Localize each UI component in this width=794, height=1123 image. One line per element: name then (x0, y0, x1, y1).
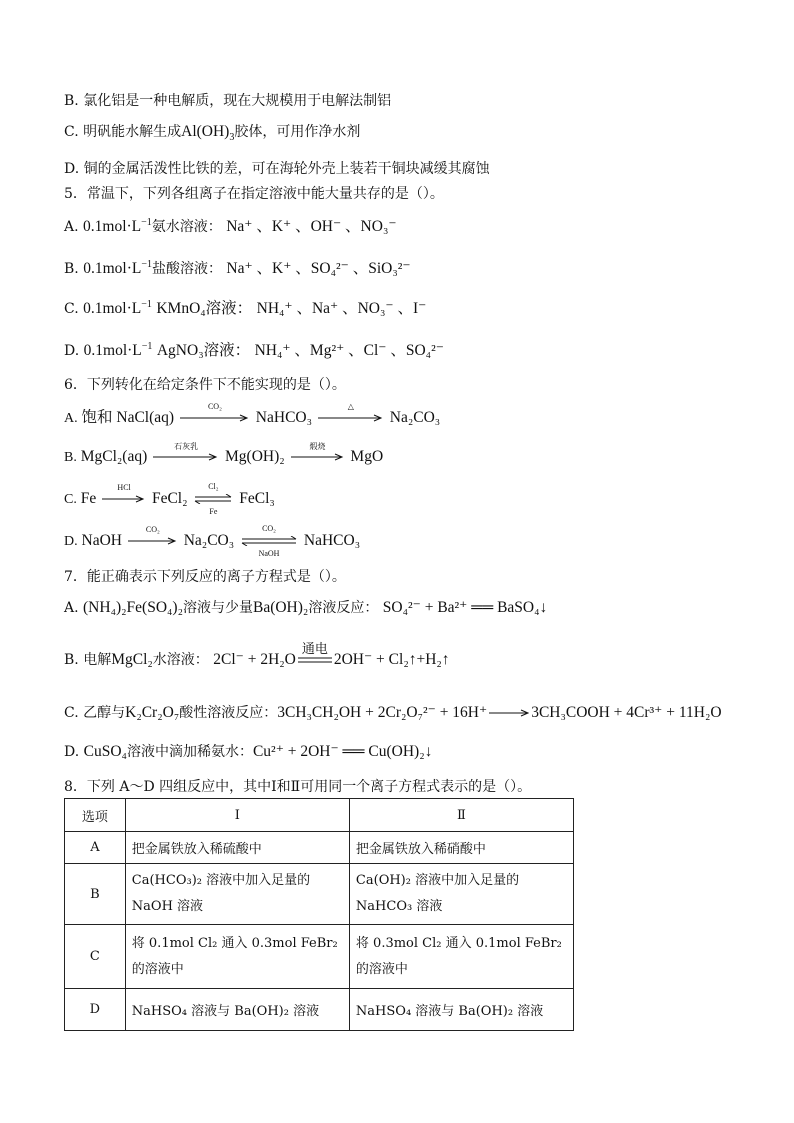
q4-option-d: D. 铜的金属活泼性比铁的差，可在海轮外壳上装若干铜块减缓其腐蚀 (64, 161, 490, 177)
q7-a-label: A. (64, 600, 79, 616)
q5-option-b (64, 256, 411, 278)
q6-a-label: A. (64, 411, 78, 426)
q6-b-start: MgCl₂(aq) (80, 448, 148, 465)
q6-c-label: C. (64, 492, 77, 507)
q7-d-compound: CuSO₄ (83, 743, 127, 760)
q5-a-label: A. (64, 219, 79, 235)
q5-d-solution: AgNO₃溶液： (156, 342, 251, 359)
q7-a-text4: 溶液反应： (308, 600, 379, 616)
q4-c-formula: $Al(OH)_3$ (181, 123, 235, 144)
q6-a-arrow2: △ (318, 414, 384, 422)
q5-c-conc: $0.1mol\cdot L^{-1}$ (83, 298, 152, 317)
row-ii: 把金属铁放入稀硝酸中 (349, 832, 573, 864)
q6-d-arrow2: CO₂ NaOH (240, 536, 298, 546)
q4-option-c (64, 121, 361, 144)
q5-d-ions: NH₄⁺ 、Mg²⁺ 、Cl⁻ 、SO₄²⁻ (254, 342, 444, 359)
q7-b-electrolysis-sign: 通电 (301, 642, 328, 657)
table-row (65, 864, 574, 925)
header-i: Ⅰ (125, 799, 349, 832)
q7-b-text2: 水溶液： (152, 652, 209, 668)
q7-c-eq-left: 3CH₃CH₂OH + 2Cr₂O₇²⁻ + 16H⁺ (277, 704, 488, 721)
q7-option-a (64, 597, 547, 617)
row-option: D (65, 989, 126, 1031)
q5-b-ions: Na⁺ 、K⁺ 、SO₄²⁻ 、SiO₃²⁻ (226, 260, 411, 277)
q7-d-text: 溶液中滴加稀氨水： (126, 744, 253, 760)
q6-a-arrow1: CO₂ (180, 414, 250, 422)
q7-c-text: 乙醇与 (83, 705, 126, 721)
q6-d-start: NaOH (81, 532, 122, 549)
q5-c-solution: KMnO₄溶液： (156, 300, 253, 317)
q7-stem: 7．能正确表示下列反应的离子方程式是（）。 (64, 569, 346, 585)
q5-a-ions: Na⁺ 、K⁺ 、OH⁻ 、NO₃⁻ (226, 218, 397, 235)
q7-option-c (64, 702, 722, 722)
q7-option-d (64, 741, 432, 761)
q6-c-mid: FeCl₂ (151, 490, 188, 507)
q6-a-start: 饱和 NaCl(aq) (81, 409, 175, 426)
q6-b-arrow2: 煅烧 (291, 453, 345, 461)
q7-a-text2: 溶液与少量 (182, 600, 253, 616)
q4-option-b: B. 氯化铝是一种电解质，现在大规模用于电解法制铝 (64, 93, 392, 109)
q6-option-c (64, 482, 275, 517)
q5-option-d (64, 338, 444, 360)
row-i: NaHSO₄ 溶液与 Ba(OH)₂ 溶液 (125, 989, 349, 1031)
row-ii: NaHSO₄ 溶液与 Ba(OH)₂ 溶液 (349, 989, 573, 1031)
q7-d-label: D. (64, 744, 80, 760)
q7-c-label: C. (64, 705, 79, 721)
q6-c-end: FeCl₃ (239, 490, 275, 507)
q5-d-conc: $0.1mol\cdot L^{-1}$ (83, 340, 153, 359)
q7-a-compound2: Ba(OH)₂ (252, 599, 309, 616)
header-option: 选项 (65, 799, 126, 832)
q6-d-label: D. (64, 534, 78, 549)
q7-a-equation: SO₄²⁻ + Ba²⁺ ══ BaSO₄↓ (382, 599, 548, 616)
q7-c-text2: 酸性溶液反应： (179, 705, 278, 721)
q7-c-arrow (489, 709, 529, 717)
q6-a-end: Na₂CO₃ (389, 409, 441, 426)
q5-a-solution: 氨水溶液： (151, 219, 222, 235)
q5-c-ions: NH₄⁺ 、Na⁺ 、NO₃⁻ 、I⁻ (256, 300, 427, 317)
table-row (65, 925, 574, 989)
q6-b-end: MgO (350, 448, 384, 465)
row-i: 把金属铁放入稀硫酸中 (125, 832, 349, 864)
q7-b-label: B. (64, 652, 79, 668)
q6-a-mid: NaHCO₃ (255, 409, 312, 426)
q6-option-a (64, 402, 441, 427)
q7-d-equation: Cu²⁺ + 2OH⁻ ══ Cu(OH)₂↓ (252, 743, 433, 760)
q4-c-post: 胶体，可用作净水剂 (234, 124, 361, 140)
q6-c-arrow1: HCl (102, 495, 146, 503)
q8-stem: 8．下列 A～D 四组反应中，其中Ⅰ和Ⅱ可用同一个离子方程式表示的是（）。 (64, 779, 532, 795)
q6-stem: 6．下列转化在给定条件下不能实现的是（）。 (64, 377, 346, 393)
q7-b-eq-right: 2OH⁻ + Cl₂↑+H₂↑ (333, 651, 450, 668)
q6-option-b (64, 442, 384, 466)
q6-d-mid: Na₂CO₃ (183, 532, 235, 549)
q5-b-solution: 盐酸溶液： (151, 261, 222, 277)
table-row (65, 989, 574, 1031)
row-option: B (65, 864, 126, 925)
q7-b-text: 电解 (83, 652, 112, 668)
q5-c-label: C. (64, 301, 79, 317)
q6-c-start: Fe (80, 490, 97, 507)
q6-d-end: NaHCO₃ (303, 532, 361, 549)
table-row (65, 832, 574, 864)
header-ii: Ⅱ (349, 799, 573, 832)
q5-option-c (64, 296, 426, 318)
q5-a-conc: $0.1mol\cdot L^{-1}$ (83, 216, 152, 235)
q7-b-compound: MgCl₂ (111, 651, 153, 668)
q7-a-compound1: (NH₄)₂Fe(SO₄)₂ (83, 599, 183, 616)
q7-c-eq-right: 3CH₃COOH + 4Cr³⁺ + 11H₂O (531, 704, 722, 721)
row-option: A (65, 832, 126, 864)
q6-b-label: B. (64, 450, 77, 465)
q8-options-table (64, 798, 574, 1031)
row-option: C (65, 925, 126, 989)
row-i: Ca(HCO₃)₂ 溶液中加入足量的 NaOH 溶液 (125, 864, 349, 925)
q6-b-mid: Mg(OH)₂ (225, 448, 285, 465)
q4-c-text: C. 明矾能水解生成 (64, 124, 182, 140)
row-i: 将 0.1mol Cl₂ 通入 0.3mol FeBr₂ 的溶液中 (125, 925, 349, 989)
q7-option-b (64, 642, 450, 669)
q5-stem: 5．常温下，下列各组离子在指定溶液中能大量共存的是（）。 (64, 186, 444, 202)
row-ii: Ca(OH)₂ 溶液中加入足量的 NaHCO₃ 溶液 (349, 864, 573, 925)
q6-option-d (64, 524, 361, 559)
q5-d-label: D. (64, 343, 80, 359)
q7-c-compound: K₂Cr₂O₇ (125, 704, 180, 721)
q5-b-conc: $0.1mol\cdot L^{-1}$ (83, 258, 152, 277)
q5-option-a (64, 214, 397, 236)
q5-b-label: B. (64, 261, 79, 277)
q6-c-arrow2: Cl₂ Fe (193, 494, 233, 504)
table-header-row (65, 799, 574, 832)
q6-b-arrow1: 石灰乳 (153, 453, 219, 461)
q7-b-eq-left: 2Cl⁻ + 2H₂O (213, 651, 296, 668)
q6-d-arrow1: CO₂ (128, 537, 178, 545)
row-ii: 将 0.3mol Cl₂ 通入 0.1mol FeBr₂ 的溶液中 (349, 925, 573, 989)
